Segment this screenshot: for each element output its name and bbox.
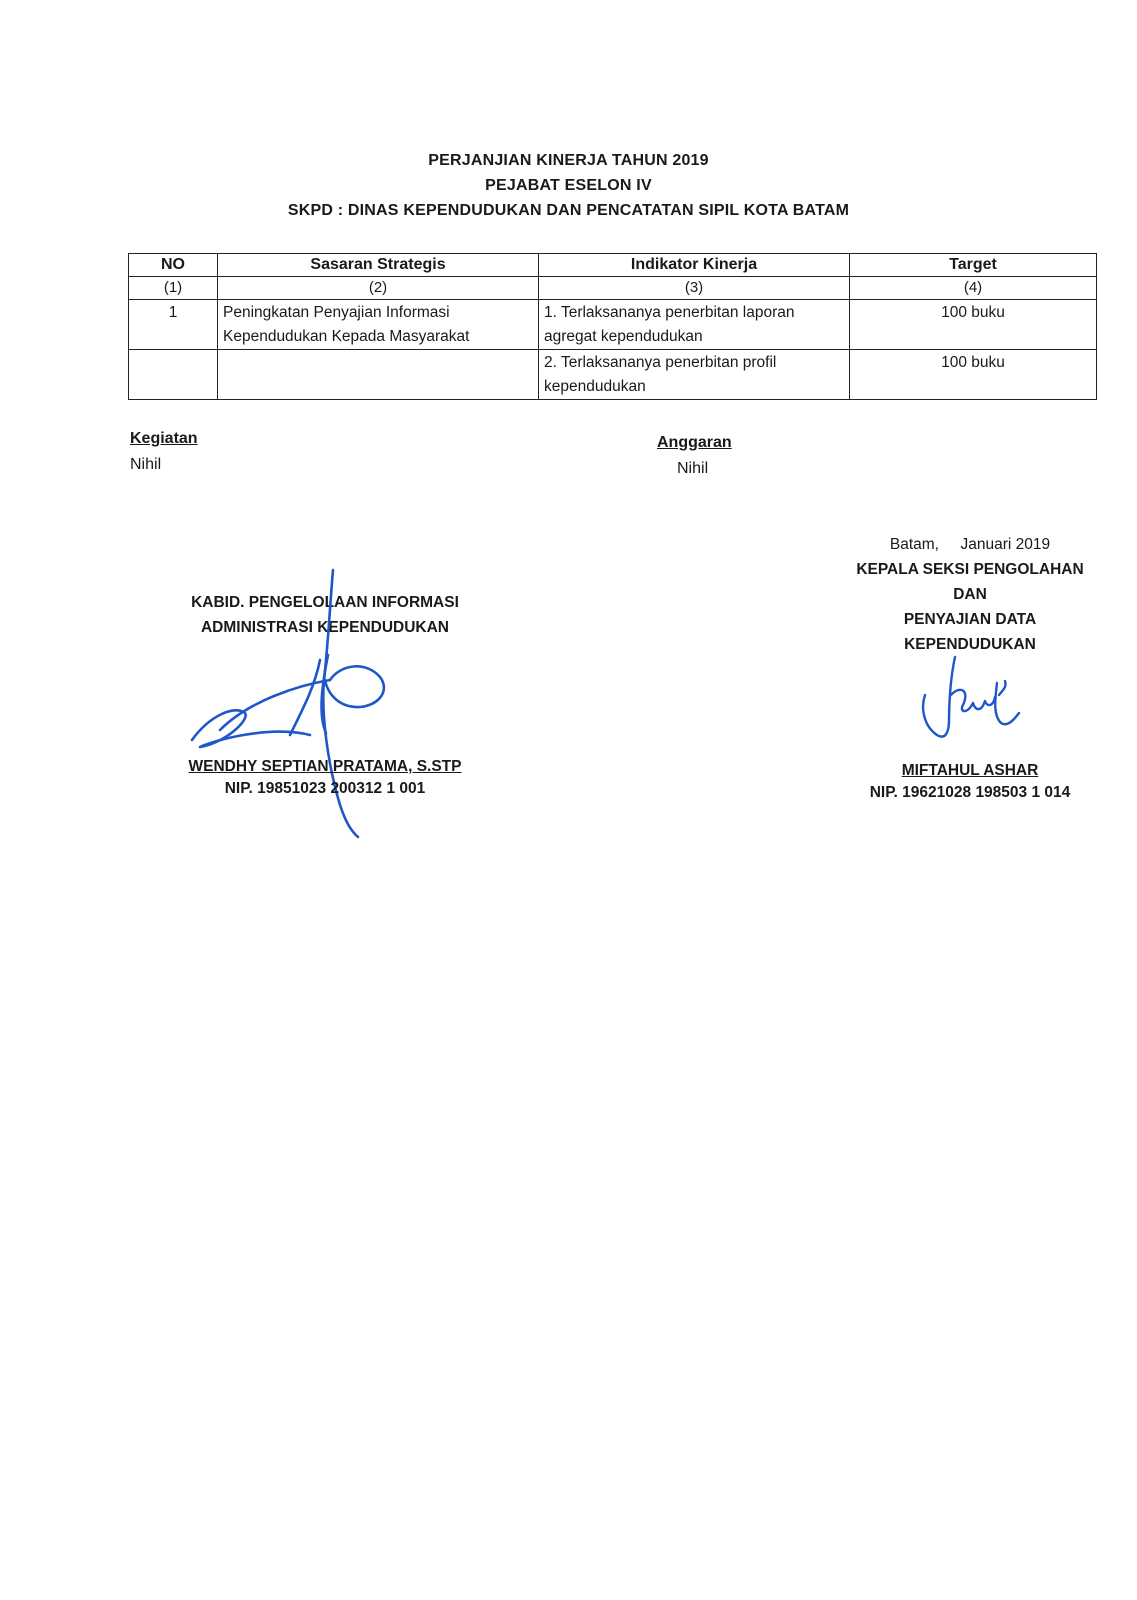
cell-no bbox=[129, 350, 218, 400]
place-date: Batam, Januari 2019 bbox=[889, 536, 1051, 553]
performance-table bbox=[128, 253, 1097, 400]
right-title-line: DAN bbox=[953, 586, 987, 603]
col-number: (2) bbox=[218, 277, 539, 300]
right-signatory-title bbox=[845, 532, 1095, 657]
col-header-sasaran: Sasaran Strategis bbox=[218, 254, 539, 277]
cell-text: Kependudukan Kepada Masyarakat bbox=[223, 328, 470, 345]
anggaran-value: Nihil bbox=[677, 460, 709, 477]
table-row bbox=[129, 300, 1097, 350]
col-number: (3) bbox=[539, 277, 850, 300]
col-header-target: Target bbox=[850, 254, 1097, 277]
cell-target: 100 buku bbox=[850, 300, 1097, 350]
cell-no: 1 bbox=[129, 300, 218, 350]
cell-text: Peningkatan Penyajian Informasi bbox=[223, 304, 450, 321]
right-signatory-nip: NIP. 19621028 198503 1 014 bbox=[869, 784, 1071, 801]
col-header-indikator: Indikator Kinerja bbox=[539, 254, 850, 277]
table-row bbox=[129, 350, 1097, 400]
cell-text: agregat kependudukan bbox=[544, 328, 703, 345]
right-signatory-name-block bbox=[850, 762, 1090, 802]
document-header bbox=[0, 148, 1137, 223]
left-signatory-name-block bbox=[155, 758, 495, 798]
cell-text: kependudukan bbox=[544, 378, 646, 395]
right-title-line: KEPALA SEKSI PENGOLAHAN bbox=[856, 561, 1084, 578]
table-header-row bbox=[129, 254, 1097, 277]
column-number-row bbox=[129, 277, 1097, 300]
left-signatory-name: WENDHY SEPTIAN PRATAMA, S.STP bbox=[188, 758, 462, 775]
right-signatory-name: MIFTAHUL ASHAR bbox=[901, 762, 1039, 779]
left-signature-icon bbox=[190, 565, 410, 840]
anggaran-label: Anggaran bbox=[657, 434, 732, 451]
cell-target: 100 buku bbox=[850, 350, 1097, 400]
left-signatory-nip: NIP. 19851023 200312 1 001 bbox=[224, 780, 426, 797]
header-skpd: SKPD : DINAS KEPENDUDUKAN DAN PENCATATAN SIPIL KOTA BATAM bbox=[287, 202, 850, 219]
cell-text: 2. Terlaksananya penerbitan profil bbox=[544, 354, 777, 371]
left-title-line: ADMINISTRASI KEPENDUDUKAN bbox=[200, 619, 449, 636]
kegiatan-value: Nihil bbox=[130, 456, 162, 473]
kegiatan-label: Kegiatan bbox=[130, 430, 198, 447]
right-signature-icon bbox=[915, 655, 1025, 750]
cell-sasaran bbox=[218, 350, 539, 400]
cell-sasaran bbox=[218, 300, 539, 350]
header-subtitle: PEJABAT ESELON IV bbox=[485, 177, 652, 194]
cell-indikator bbox=[539, 350, 850, 400]
right-title-line: PENYAJIAN DATA bbox=[903, 611, 1037, 628]
right-title-line: KEPENDUDUKAN bbox=[904, 636, 1036, 653]
cell-indikator bbox=[539, 300, 850, 350]
cell-text: 1. Terlaksananya penerbitan laporan bbox=[544, 304, 795, 321]
left-title-line: KABID. PENGELOLAAN INFORMASI bbox=[191, 594, 459, 611]
col-header-no: NO bbox=[129, 254, 218, 277]
header-title: PERJANJIAN KINERJA TAHUN 2019 bbox=[428, 152, 709, 169]
col-number: (4) bbox=[850, 277, 1097, 300]
col-number: (1) bbox=[129, 277, 218, 300]
